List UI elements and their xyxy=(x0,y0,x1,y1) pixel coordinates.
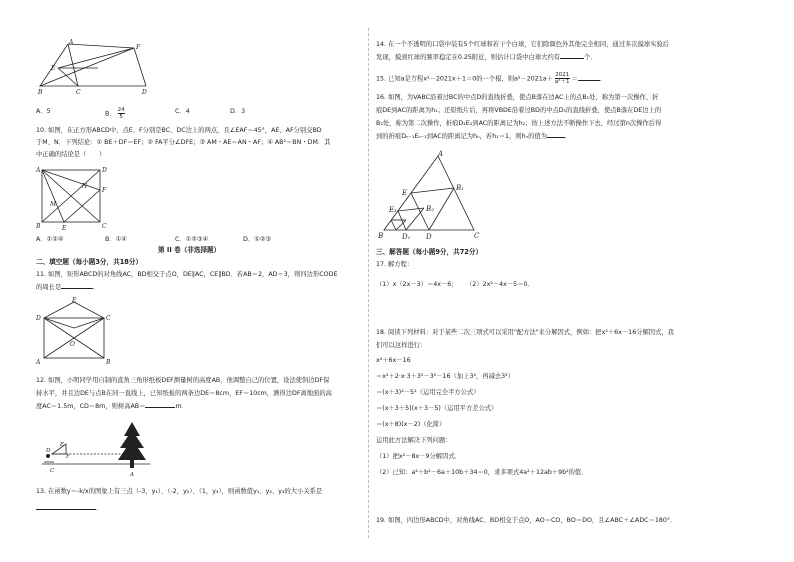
q12-label: D xyxy=(46,448,51,454)
q17-part-2: （2）2x²－4x－5＝0． xyxy=(466,281,534,288)
q10-square-figure xyxy=(34,164,114,232)
q11-text-line: 的周长是 ． xyxy=(36,284,100,291)
q16-label: B₁ xyxy=(456,184,464,192)
q16-text-line: B₂处，称为第二次操作，折痕D₁E₁到AC的距离记为h₂；按上述方法不断操作下去，经过第n次操作后得 xyxy=(376,120,662,127)
q11-label: O xyxy=(70,341,75,348)
q18-step: ＝(x＋3＋5)(x＋3－5)（运用平方差公式） xyxy=(376,405,498,412)
q14-answer-blank[interactable] xyxy=(560,58,584,59)
q10-option-c[interactable]: C．①②③④ xyxy=(175,236,209,243)
q16-label: D xyxy=(426,233,432,241)
q9-triangle-figure xyxy=(38,38,148,96)
q10-option-a[interactable]: A．①②④ xyxy=(36,236,64,243)
q18-text-line: 们可以这样进行： xyxy=(376,342,427,349)
section-answer-title: 三、解答题（每小题9分，共72分） xyxy=(376,248,483,256)
q18-part-1: （1）把x²－8x－9分解因式． xyxy=(376,453,461,460)
q18-step: ＝(x＋3)²－5²（运用完全平方公式） xyxy=(376,389,480,396)
q11-label: D xyxy=(36,315,41,322)
q9-option-d[interactable]: D．3 xyxy=(230,108,246,115)
q9-label: D xyxy=(142,89,147,96)
q16-label: E xyxy=(402,189,408,197)
q10-label: B xyxy=(36,223,41,230)
q16-text-line: 16. 如图，为VABC沿着过BC的中点D的直线折叠，使点B落在边AC上的点B₁处，称为第一次操作，折 xyxy=(376,94,659,101)
q16-text-line: 痕DE到AC的距离为h₁；还原纸片后，再将VBDE沿着过BD的中点D₁的直线折叠，使点B落在DE边上的 xyxy=(376,107,662,114)
q16-label: B₂ xyxy=(426,205,434,213)
q12-label: E xyxy=(60,442,65,448)
q10-label: A xyxy=(36,167,41,174)
q9-option-b[interactable]: B． $\frac{24}{5}$ xyxy=(105,107,125,120)
q10-label: F xyxy=(102,187,107,194)
q12-label: C xyxy=(50,468,55,474)
q9-label: E xyxy=(51,65,56,72)
q12-answer-blank[interactable] xyxy=(145,407,175,408)
q14-text-line: 14. 在一个不透明的口袋中装有5个红球和若干个白球，它们除颜色外其他完全相同，通过多次摸球实验后 xyxy=(376,41,670,48)
q16-answer-blank[interactable] xyxy=(547,137,565,138)
left-column xyxy=(30,0,365,562)
right-column xyxy=(372,0,767,562)
q13-answer-line: ． xyxy=(36,504,102,513)
part-two-title: 第 II 卷（非选择题） xyxy=(158,246,221,254)
q12-text-line: 12. 如图，小明同学用自制的直角三角形纸板DEF测量树的高度AB，他调整自己的位置，设法使斜边DF保 xyxy=(36,377,330,384)
q12-text-line: 度AC＝1.5m，CD＝8m，则树高AB＝ m． xyxy=(36,403,188,410)
q18-step: ＝(x＋8)(x－2)（化简） xyxy=(376,421,446,428)
q16-text-line: 到的折痕Dₙ₋₁Eₙ₋₁到AC的距离记为hₙ，若h₁＝1，则hₙ的值为 ． xyxy=(376,133,572,140)
q18-part-2: （2）已知：a²＋b²－6a＋10b＋34＝0，求多项式4a²＋12ab＋9b²的值． xyxy=(376,469,588,476)
q10-text-line: 10. 如图，在正方形ABCD中，点E、F分别是BC、DC边上的两点，且∠EAF＝45°，AE、AF分别交BD xyxy=(36,127,322,134)
q10-label: E xyxy=(62,225,67,232)
q11-label: C xyxy=(106,315,111,322)
q10-label: D xyxy=(102,167,107,174)
q19-text: 19. 如图，四边形ABCD中，对角线AC、BD相交于点O，AO＝CO，BO＝DO，且∠ABC＋∠ADC＝180°． xyxy=(376,517,677,524)
q16-folding-figure xyxy=(376,150,486,242)
q11-text-line: 11. 如图，矩形ABCD的对角线AC，BD相交于点O，DE∥AC，CE∥BD．若AB＝2，AD＝3，则四边形CODE xyxy=(36,271,338,278)
section-fill-in-title: 二、填空题（每小题3分，共18分） xyxy=(36,258,143,266)
q13-answer-blank[interactable] xyxy=(36,509,96,510)
q12-tree-measure-figure xyxy=(40,418,160,480)
q15-text: 15. 已知a是方程x²－2021x＋1＝0的一个根，则a²－2021a＋ $\frac{2021}{\text{a²＋1}}$ ＝ ． xyxy=(376,72,607,85)
q10-option-b[interactable]: B．①④ xyxy=(105,236,127,243)
q10-label: N xyxy=(82,183,88,190)
q11-answer-blank[interactable] xyxy=(61,288,93,289)
q9-option-a[interactable]: A．5 xyxy=(36,108,51,115)
q18-text-line: 18. 阅读下列材料：对于某些二次三项式可以采用"配方法"来分解因式，例如：把x²＋6x－16分解因式，我 xyxy=(376,329,674,336)
q16-label: B xyxy=(378,232,384,240)
q11-label: A xyxy=(36,359,41,366)
q12-text-line: 持水平，并且边DE与点B在同一直线上，已知纸板的两条边DE＝8cm，EF＝10cm，测得边DF离地面的高 xyxy=(36,390,332,397)
q17-part-1: （1）x（2x－3）＝4x－6； xyxy=(376,281,458,288)
q13-text: 13. 在函数y＝-k/x的图象上有三点（-3，y₁）、（-2，y₂）、（1，y₃），则函数值y₁、y₂、y₃的大小关系是 xyxy=(36,488,323,495)
q17-title: 17. 解方程： xyxy=(376,261,414,268)
q9-label: C xyxy=(76,89,81,96)
q12-label: B xyxy=(136,454,141,460)
q12-label: A xyxy=(130,472,134,478)
q10-label: C xyxy=(102,223,107,230)
q9-label: A xyxy=(69,39,74,46)
q10-text-line: 于M、N．下列结论：① BE＋DF＝EF；② FA平分∠DFE；③ AM・AE＝AN・AF；④ AB²＝BN・DM．其 xyxy=(36,139,331,146)
column-divider xyxy=(368,28,369,538)
q10-option-d[interactable]: D．①②③ xyxy=(243,236,272,243)
q11-label: E xyxy=(72,297,77,304)
q14-text-line: 发现，摸到红球的频率稳定在0.25附近，则估计口袋中白球大约有 个． xyxy=(376,54,597,61)
q18-step: ＝x²＋2·x·3＋3²－3²－16（加上3²，再减去3²） xyxy=(376,373,514,380)
q18-step: x²＋6x－16 xyxy=(376,357,411,364)
q9-label: F xyxy=(136,44,141,51)
q16-label: E₁ xyxy=(389,206,397,214)
q10-text-line: 中正确的结论是（ ） xyxy=(36,151,106,158)
q16-label: A xyxy=(438,150,444,158)
q9-option-c[interactable]: C．4 xyxy=(175,108,190,115)
q11-label: B xyxy=(106,359,111,366)
q16-label: C xyxy=(474,232,480,240)
q9-label: B xyxy=(38,89,43,96)
q18-task: 运用此方法解决下列问题： xyxy=(376,437,452,444)
q12-label: F xyxy=(66,454,70,460)
q10-label: M xyxy=(50,201,57,208)
q15-answer-blank[interactable] xyxy=(578,80,600,81)
q16-label: D₁ xyxy=(402,233,411,241)
q11-rectangle-figure xyxy=(34,296,144,368)
